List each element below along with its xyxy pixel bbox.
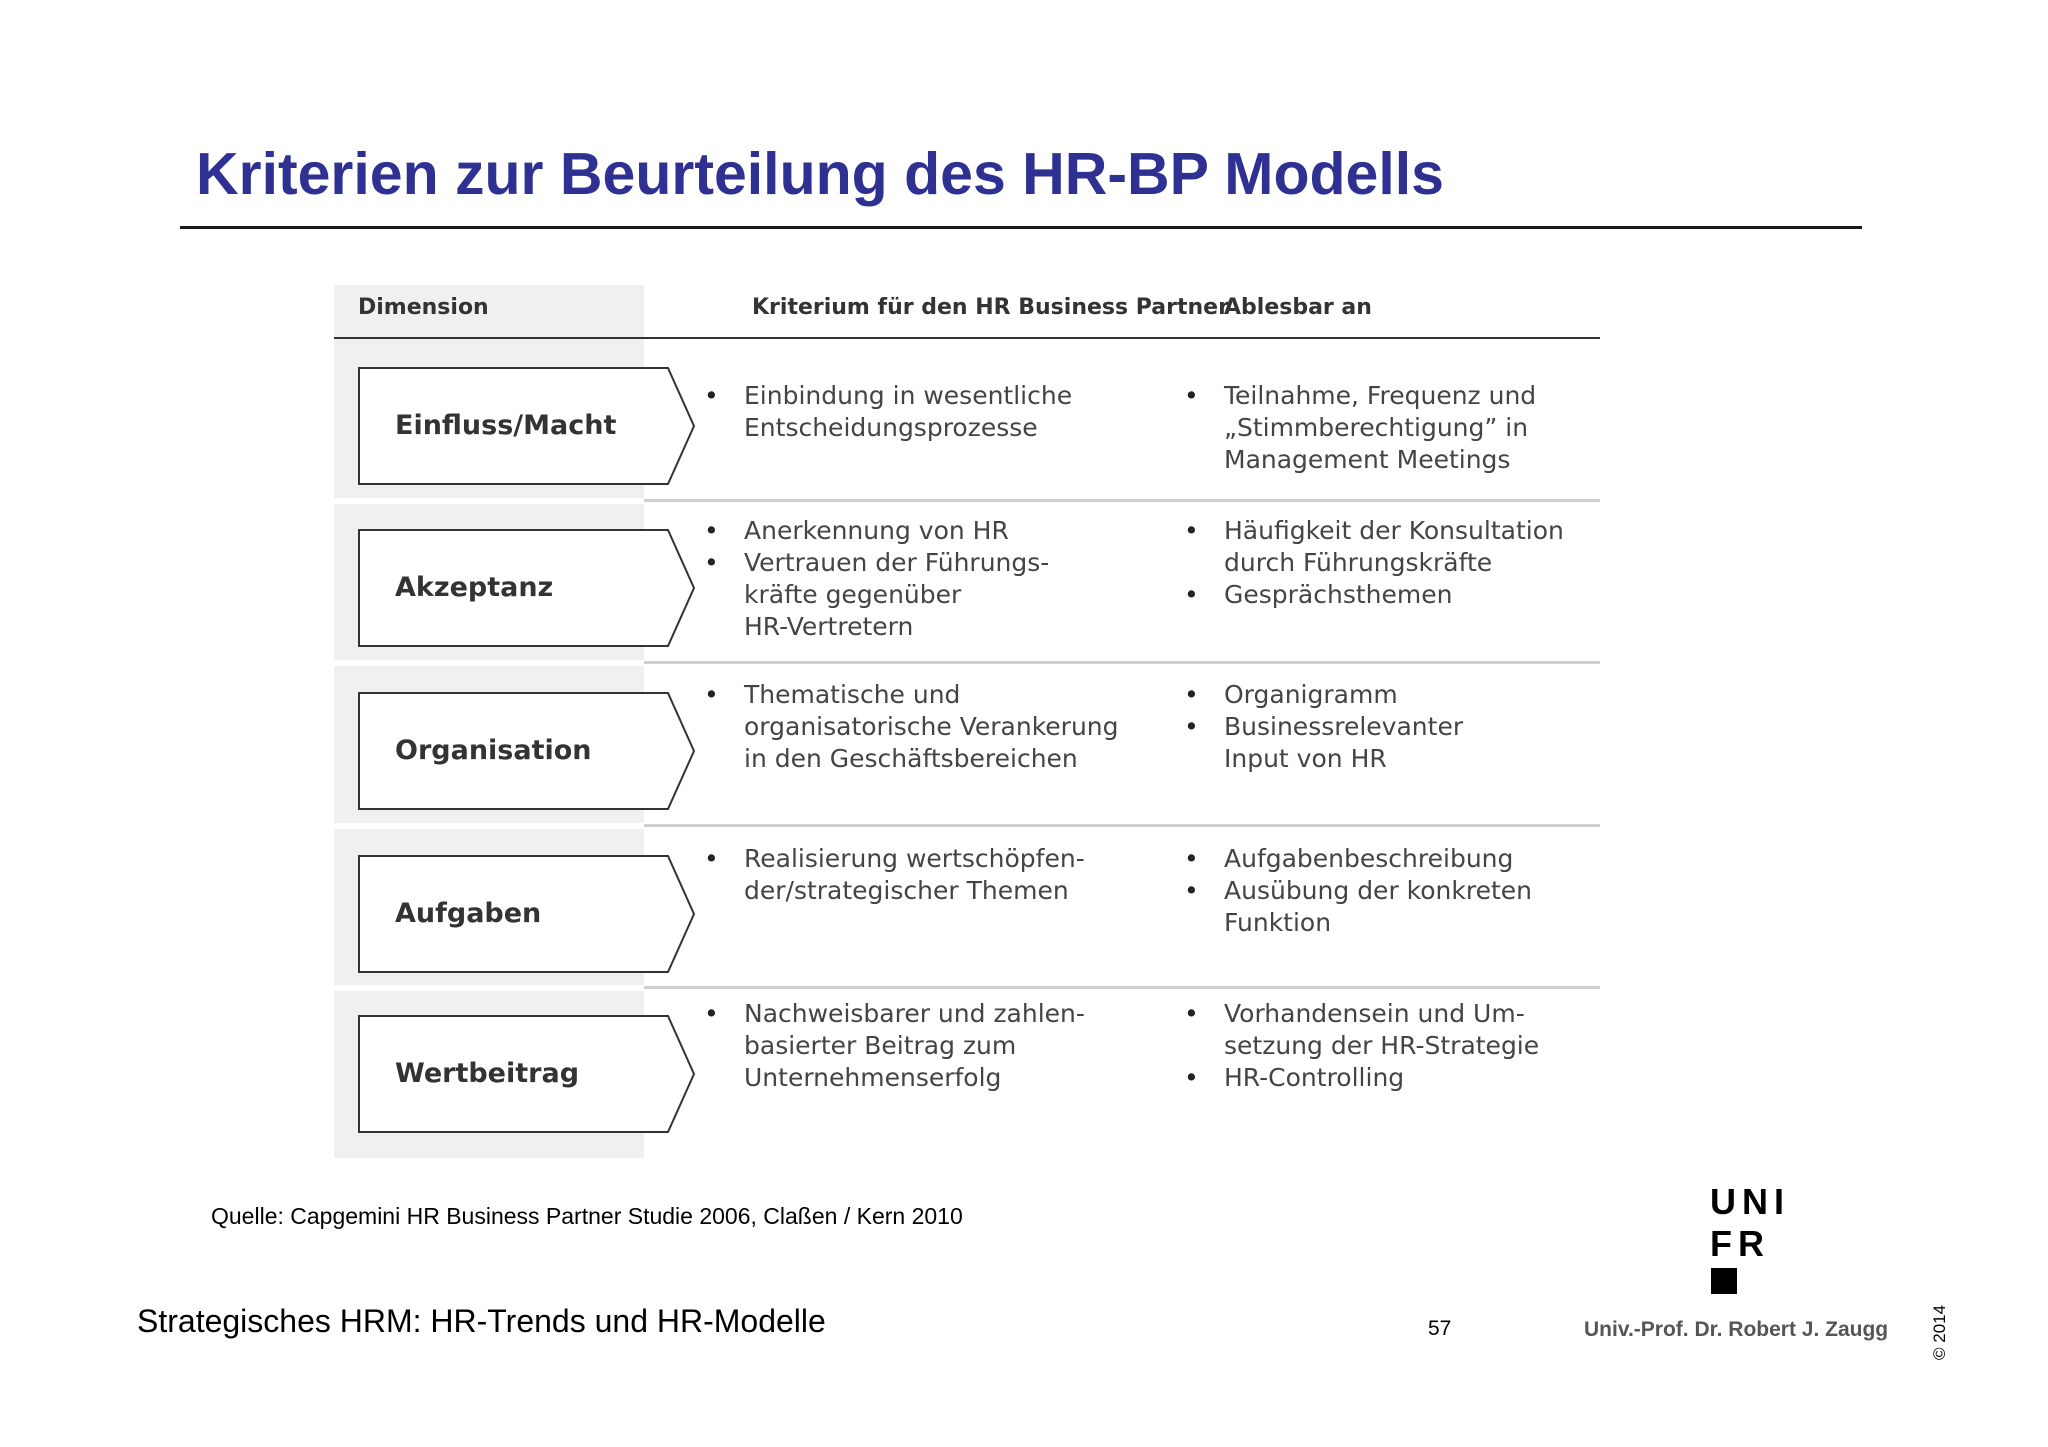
indicator-cell bbox=[1184, 998, 1539, 1094]
criteria-table bbox=[334, 285, 1600, 1158]
bullet-text-line: • Realisierung wertschöpfen- bbox=[744, 844, 1085, 873]
bullet-item bbox=[1184, 998, 1539, 1062]
bullet-item bbox=[704, 998, 1085, 1094]
dimension-label: Wertbeitrag bbox=[395, 1058, 580, 1089]
bullet-item bbox=[704, 515, 1049, 547]
bullet-item bbox=[704, 843, 1085, 907]
bullet-text-line: • Businessrelevanter bbox=[1224, 712, 1464, 741]
criterion-cell bbox=[704, 515, 1049, 643]
bullet-item bbox=[704, 547, 1049, 643]
bullet-text-line: Unternehmenserfolg bbox=[744, 1063, 1002, 1092]
dimension-label: Akzeptanz bbox=[395, 572, 554, 603]
row-gap bbox=[334, 660, 644, 666]
bullet-text-line: • Vertrauen der Führungs- bbox=[744, 548, 1050, 577]
bullet-text-line: der/strategischer Themen bbox=[744, 876, 1069, 905]
dimension-label: Aufgaben bbox=[395, 898, 542, 929]
bullet-text-line: • Teilnahme, Frequenz und bbox=[1224, 381, 1537, 410]
bullet-item bbox=[704, 679, 1119, 775]
bullet-text-line: setzung der HR-Strategie bbox=[1224, 1031, 1540, 1060]
bullet-item bbox=[1184, 579, 1564, 611]
logo-square bbox=[1711, 1268, 1737, 1294]
bullet-text-line: • Einbindung in wesentliche bbox=[744, 381, 1073, 410]
bullet-text-line: kräfte gegenüber bbox=[744, 580, 962, 609]
dimension-arrow-box bbox=[358, 855, 696, 973]
bullet-text-line: Entscheidungsprozesse bbox=[744, 413, 1038, 442]
dimension-label: Organisation bbox=[395, 735, 592, 766]
row-separator bbox=[644, 661, 1600, 664]
row-gap bbox=[334, 985, 644, 991]
criterion-cell bbox=[704, 380, 1072, 444]
indicator-cell bbox=[1184, 380, 1536, 476]
bullet-text-line: in den Geschäftsbereichen bbox=[744, 744, 1078, 773]
bullet-item bbox=[1184, 843, 1532, 875]
criterion-cell bbox=[704, 679, 1119, 775]
bullet-text-line: • Organigramm bbox=[1224, 680, 1398, 709]
title-divider bbox=[180, 226, 1862, 229]
bullet-item bbox=[1184, 515, 1564, 579]
dimension-label: Einfluss/Macht bbox=[395, 410, 617, 441]
bullet-text-line: organisatorische Verankerung bbox=[744, 712, 1119, 741]
bullet-text-line: • Thematische und bbox=[744, 680, 961, 709]
course-title: Strategisches HRM: HR-Trends und HR-Modelle bbox=[137, 1303, 826, 1339]
source-note: Quelle: Capgemini HR Business Partner Studie 2006, Claßen / Kern 2010 bbox=[211, 1203, 963, 1229]
bullet-item bbox=[1184, 711, 1463, 775]
header-divider bbox=[334, 337, 1600, 339]
bullet-text-line: • Anerkennung von HR bbox=[744, 516, 1009, 545]
row-separator bbox=[644, 824, 1600, 827]
criterion-cell bbox=[704, 998, 1085, 1094]
row-separator bbox=[644, 986, 1600, 989]
bullet-item bbox=[1184, 1062, 1539, 1094]
bullet-text-line: • Gesprächsthemen bbox=[1224, 580, 1453, 609]
criterion-cell bbox=[704, 843, 1085, 907]
bullet-item bbox=[1184, 679, 1463, 711]
indicator-cell bbox=[1184, 515, 1564, 611]
header-criterion: Kriterium für den HR Business Partner bbox=[752, 295, 1229, 320]
page-number: 57 bbox=[1428, 1317, 1452, 1340]
slide-title: Kriterien zur Beurteilung des HR-BP Modells bbox=[196, 141, 1444, 207]
dimension-arrow-box bbox=[358, 692, 696, 810]
dimension-arrow-box bbox=[358, 367, 696, 485]
header-readable: Ablesbar an bbox=[1224, 295, 1372, 320]
bullet-text-line: • Aufgabenbeschreibung bbox=[1224, 844, 1514, 873]
row-separator bbox=[644, 499, 1600, 502]
bullet-item bbox=[1184, 875, 1532, 939]
dimension-arrow-box bbox=[358, 529, 696, 647]
bullet-text-line: Management Meetings bbox=[1224, 445, 1511, 474]
bullet-text-line: „Stimmberechtigung” in bbox=[1224, 413, 1529, 442]
row-gap bbox=[334, 498, 644, 504]
unifr-logo bbox=[1710, 1180, 1810, 1300]
bullet-text-line: • Vorhandensein und Um- bbox=[1224, 999, 1525, 1028]
bullet-item bbox=[1184, 380, 1536, 476]
bullet-item bbox=[704, 380, 1072, 444]
logo-line-2: FR bbox=[1710, 1223, 1770, 1264]
bullet-text-line: • Ausübung der konkreten bbox=[1224, 876, 1533, 905]
bullet-text-line: durch Führungskräfte bbox=[1224, 548, 1493, 577]
bullet-text-line: • Nachweisbarer und zahlen- bbox=[744, 999, 1085, 1028]
logo-line-1: UNI bbox=[1710, 1181, 1790, 1222]
bullet-text-line: • HR-Controlling bbox=[1224, 1063, 1405, 1092]
dimension-arrow-box bbox=[358, 1015, 696, 1133]
header-dimension: Dimension bbox=[358, 295, 489, 320]
row-gap bbox=[334, 823, 644, 829]
bullet-text-line: HR-Vertretern bbox=[744, 612, 914, 641]
indicator-cell bbox=[1184, 679, 1463, 775]
copyright-note: © 2014 bbox=[1930, 1304, 1949, 1360]
bullet-text-line: basierter Beitrag zum bbox=[744, 1031, 1017, 1060]
bullet-text-line: Funktion bbox=[1224, 908, 1332, 937]
bullet-text-line: • Häufigkeit der Konsultation bbox=[1224, 516, 1564, 545]
indicator-cell bbox=[1184, 843, 1532, 939]
bullet-text-line: Input von HR bbox=[1224, 744, 1387, 773]
author-name: Univ.-Prof. Dr. Robert J. Zaugg bbox=[1584, 1318, 1889, 1341]
